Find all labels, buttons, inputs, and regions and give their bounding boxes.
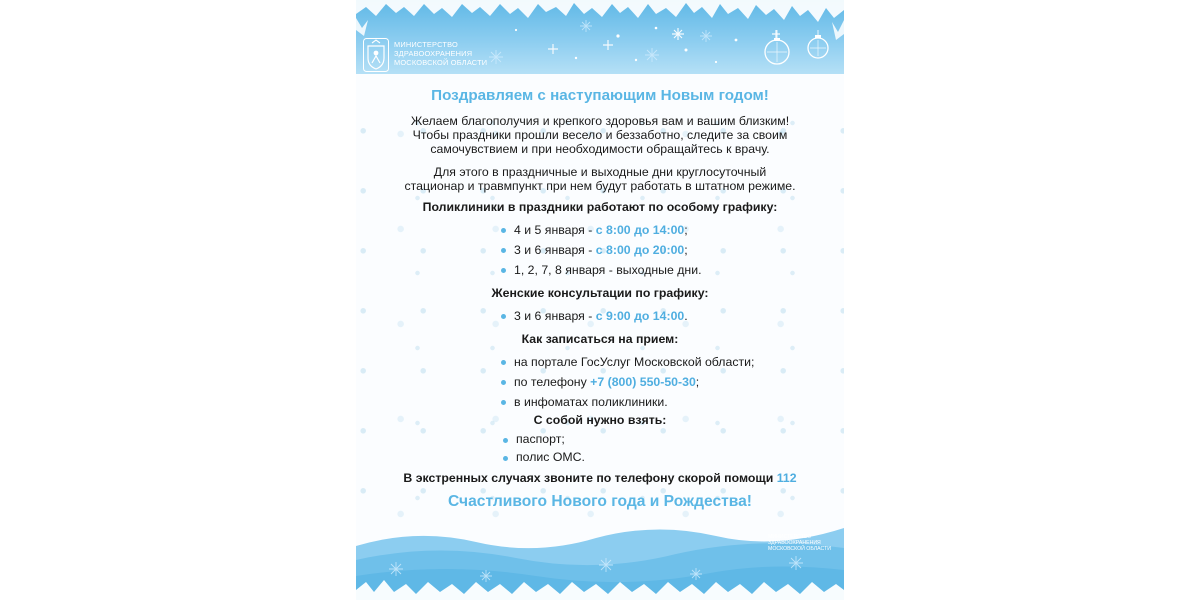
notice-block — [356, 165, 844, 193]
schedule-days: 4 и 5 января - — [514, 223, 596, 237]
notice-line-2: стационар и травмпункт при нем будут работать в штатном режиме. — [404, 179, 796, 193]
schedule-end: ; — [684, 243, 688, 257]
wishes-line-3: самочувствием и при необходимости обращайтесь к врачу. — [430, 142, 770, 156]
list-item: в инфоматах поликлиники. — [514, 392, 844, 412]
main-content — [356, 86, 844, 485]
bring-list — [516, 430, 844, 466]
wishes-line-1: Желаем благополучия и крепкого здоровья вам и вашим близким! — [410, 114, 790, 128]
list-item — [514, 260, 844, 280]
ministry-line-3: МОСКОВСКОЙ ОБЛАСТИ — [394, 58, 488, 67]
header-banner — [356, 0, 844, 74]
schedule-days: 1, 2, 7, 8 января - выходные дни. — [514, 263, 702, 277]
list-item — [514, 240, 844, 260]
emergency-line — [356, 471, 844, 485]
phone-number-link[interactable]: +7 (800) 550-50-30 — [590, 375, 696, 389]
emergency-text: В экстренных случаях звоните по телефону скорой помощи — [403, 471, 777, 485]
list-item: полис ОМС. — [516, 448, 844, 466]
emergency-number[interactable]: 112 — [776, 471, 797, 485]
footer-ministry-line-1: МИНИСТЕРСТВО — [768, 534, 812, 540]
bring-heading: С собой нужно взять: — [533, 413, 667, 427]
phone-prefix: по телефону — [514, 375, 591, 389]
coat-of-arms-icon — [363, 38, 389, 72]
poster — [356, 0, 844, 600]
schedule-end: . — [684, 309, 688, 323]
christmas-ornaments-icon — [760, 30, 840, 72]
ministry-line-1: МИНИСТЕРСТВО — [394, 40, 458, 49]
signup-list — [514, 352, 844, 412]
list-item — [514, 220, 844, 240]
schedule-end: ; — [684, 223, 688, 237]
clinics-heading: Поликлиники в праздники работают по особому графику: — [422, 200, 778, 214]
schedule-days: 3 и 6 января - — [514, 243, 596, 257]
phone-end: ; — [695, 375, 700, 389]
headline: Поздравляем с наступающим Новым годом! — [431, 87, 769, 104]
snow-hills-decoration — [356, 518, 844, 600]
schedule-hours: с 9:00 до 14:00 — [595, 309, 685, 323]
footer-ministry-line-3: МОСКОВСКОЙ ОБЛАСТИ — [768, 546, 831, 552]
notice-line-1: Для этого в праздничные и выходные дни круглосуточный — [433, 165, 767, 179]
list-item — [514, 372, 844, 392]
ministry-line-2: ЗДРАВООХРАНЕНИЯ — [394, 49, 473, 58]
footer-ministry-logo — [768, 534, 831, 552]
list-item: на портале ГосУслуг Московской области; — [514, 352, 844, 372]
signup-heading: Как записаться на прием: — [521, 332, 679, 346]
footer-banner — [356, 518, 844, 600]
footer-ministry-line-2: ЗДРАВООХРАНЕНИЯ — [768, 540, 821, 546]
list-item: паспорт; — [516, 430, 844, 448]
clinics-schedule-list — [514, 220, 844, 280]
ministry-logo-text — [394, 40, 487, 67]
wishes-block — [356, 114, 844, 156]
schedule-hours: с 8:00 до 20:00 — [595, 243, 685, 257]
list-item — [514, 306, 844, 326]
womens-heading: Женские консультации по графику: — [491, 286, 709, 300]
wishes-line-2: Чтобы праздники прошли весело и беззаботно, следите за своим — [412, 128, 788, 142]
schedule-hours: с 8:00 до 14:00 — [595, 223, 685, 237]
closing-greeting: Счастливого Нового года и Рождества! — [447, 493, 752, 510]
schedule-days: 3 и 6 января - — [514, 309, 596, 323]
womens-schedule-list — [514, 306, 844, 326]
